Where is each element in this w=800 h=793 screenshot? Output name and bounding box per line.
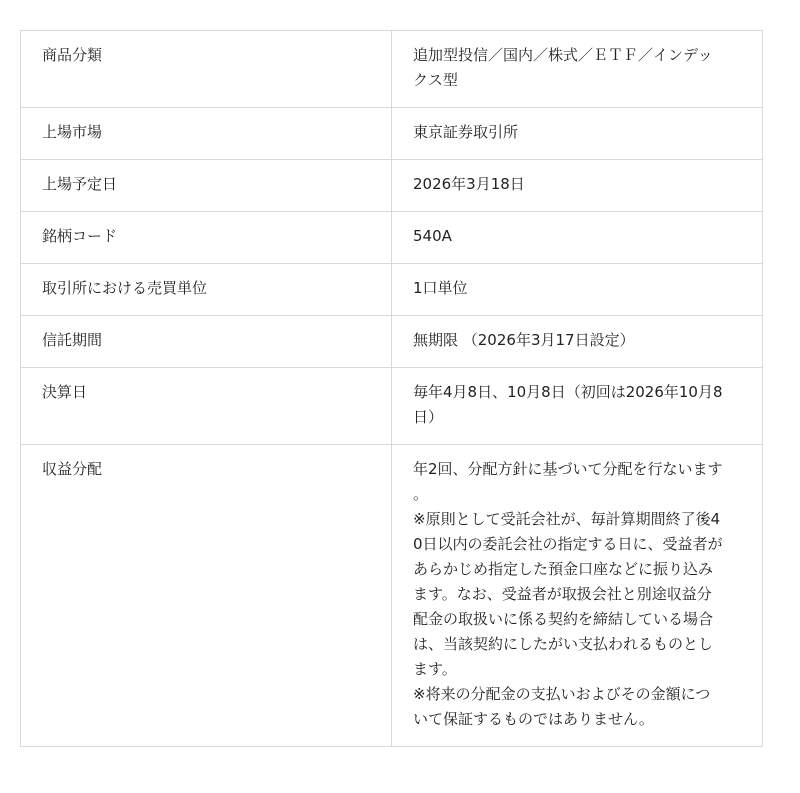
row-label: 決算日 — [21, 368, 392, 445]
table-row — [21, 316, 763, 368]
row-value — [392, 31, 763, 108]
row-label: 信託期間 — [21, 316, 392, 368]
value-line: 東京証券取引所 — [413, 123, 519, 141]
row-value — [392, 108, 763, 160]
table-row — [21, 368, 763, 445]
row-label: 上場予定日 — [21, 160, 392, 212]
row-label: 収益分配 — [21, 445, 392, 747]
row-value — [392, 264, 763, 316]
row-label: 取引所における売買単位 — [21, 264, 392, 316]
value-line: いて保証するものではありません。 — [413, 710, 654, 728]
value-line: は、当該契約にしたがい支払われるものとし — [413, 635, 714, 653]
value-line: 540A — [413, 227, 452, 245]
table-body — [21, 31, 763, 747]
table-row — [21, 108, 763, 160]
row-label: 銘柄コード — [21, 212, 392, 264]
value-line: 1口単位 — [413, 279, 468, 297]
row-value — [392, 445, 763, 747]
value-line: 日） — [413, 408, 444, 426]
row-value — [392, 316, 763, 368]
table-row — [21, 445, 763, 747]
value-line: 。 — [413, 485, 429, 503]
row-label: 商品分類 — [21, 31, 392, 108]
value-line: ます。なお、受益者が取扱会社と別途収益分 — [413, 585, 712, 603]
value-line: クス型 — [413, 71, 458, 89]
table-row — [21, 160, 763, 212]
value-line: 無期限 （2026年3月17日設定） — [413, 331, 635, 349]
row-value — [392, 160, 763, 212]
value-line: 年2回、分配方針に基づいて分配を行ないます — [413, 460, 723, 478]
row-label: 上場市場 — [21, 108, 392, 160]
row-value — [392, 212, 763, 264]
fund-info-table — [20, 30, 763, 747]
value-line: あらかじめ指定した預金口座などに振り込み — [413, 560, 714, 578]
value-line: 毎年4月8日、10月8日（初回は2026年10月8 — [413, 383, 723, 401]
value-line: 追加型投信／国内／株式／ＥＴＦ／インデッ — [413, 46, 713, 64]
value-line: ※原則として受託会社が、毎計算期間終了後4 — [413, 510, 721, 528]
value-line: ます。 — [413, 660, 457, 678]
table-row — [21, 212, 763, 264]
value-line: 配金の取扱いに係る契約を締結している場合 — [413, 610, 714, 628]
table-row — [21, 264, 763, 316]
row-value — [392, 368, 763, 445]
value-line: ※将来の分配金の支払いおよびその金額につ — [413, 685, 711, 703]
value-line: 0日以内の委託会社の指定する日に、受益者が — [413, 535, 723, 553]
value-line: 2026年3月18日 — [413, 175, 525, 193]
table-row — [21, 31, 763, 108]
